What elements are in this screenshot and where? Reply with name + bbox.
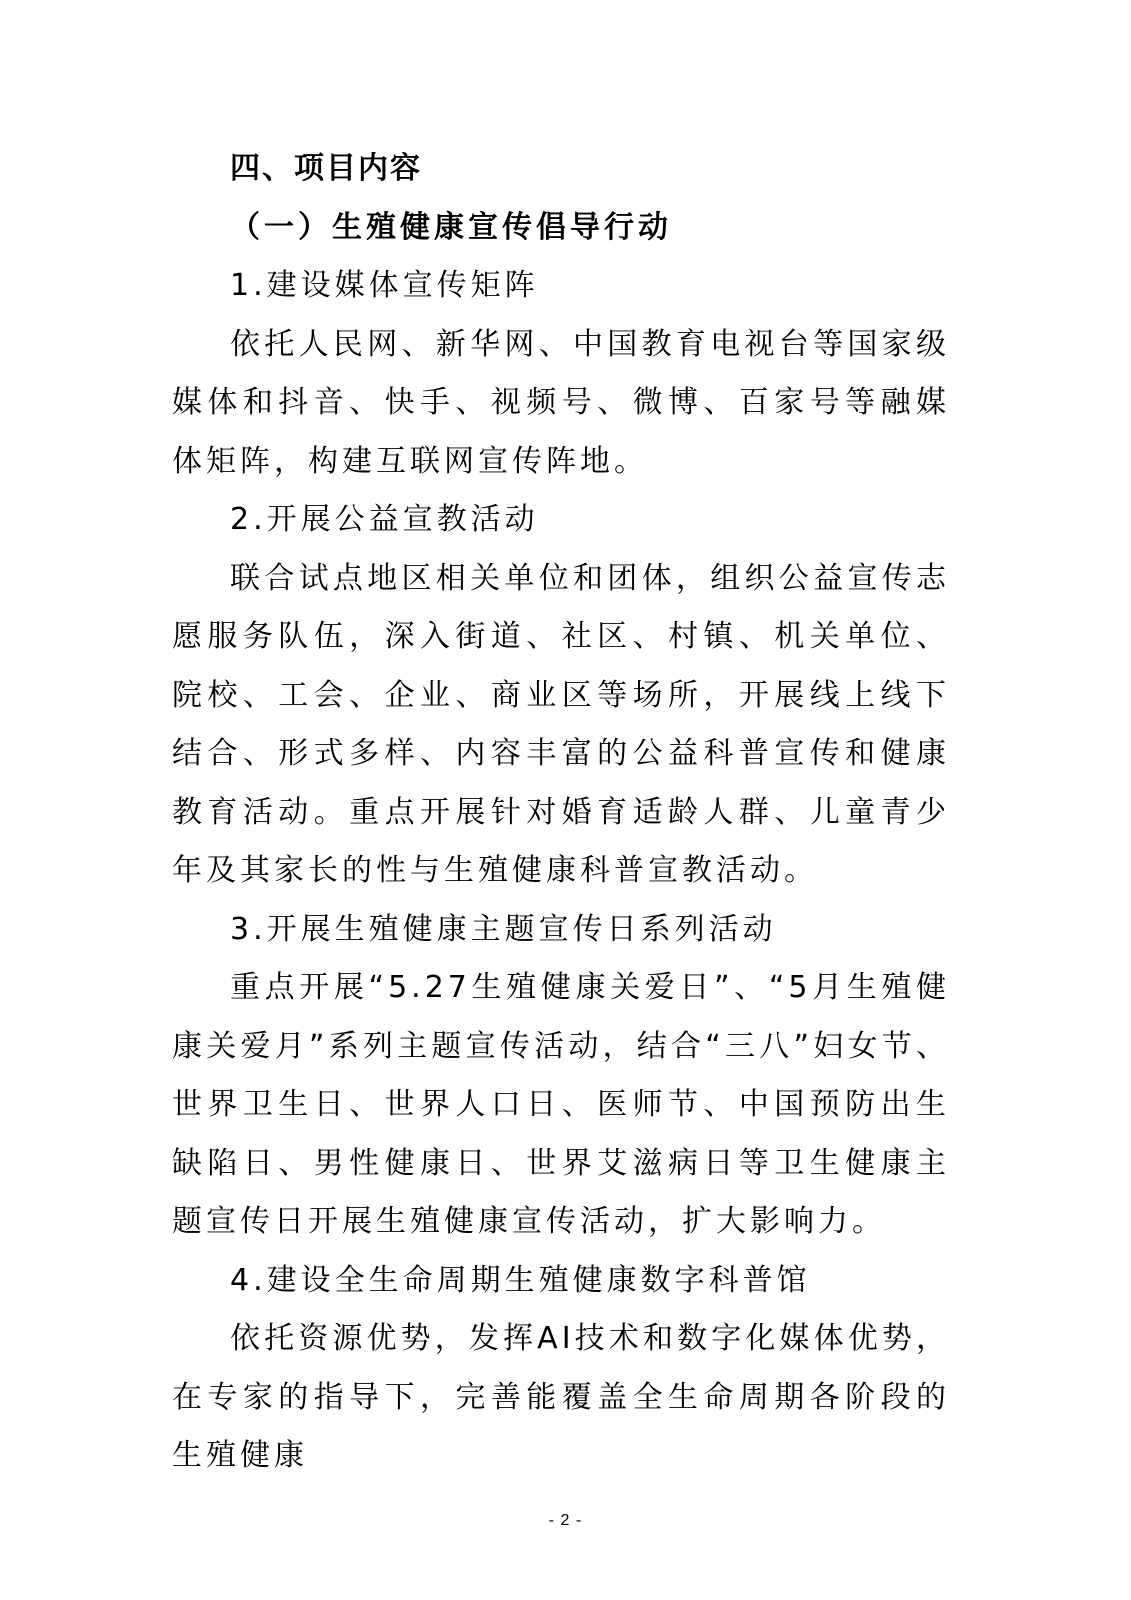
document-body xyxy=(172,140,950,1486)
subsection-heading: （一）生殖健康宣传倡导行动 xyxy=(230,209,672,245)
item-3-body: 重点开展“5.27生殖健康关爱日”、“5月生殖健康关爱月”系列主题宣传活动，结合“三八”妇女节、世界卫生日、世界人口日、医师节、中国预防出生缺陷日、男性健康日、世界艾滋病日等卫生健康主题宣传日开展生殖健康宣传活动，扩大影响力。 xyxy=(172,970,950,1239)
item-4-body: 依托资源优势，发挥AI技术和数字化媒体优势，在专家的指导下，完善能覆盖全生命周期各阶段的生殖健康 xyxy=(172,1321,950,1473)
item-1-body: 依托人民网、新华网、中国教育电视台等国家级媒体和抖音、快手、视频号、微博、百家号等融媒体矩阵，构建互联网宣传阵地。 xyxy=(172,326,950,479)
item-2-title: 2.开展公益宣教活动 xyxy=(230,502,539,537)
item-2-body: 联合试点地区相关单位和团体，组织公益宣传志愿服务队伍，深入街道、社区、村镇、机关单位、院校、工会、企业、商业区等场所，开展线上线下结合、形式多样、内容丰富的公益科普宣传和健康教育活动。重点开展针对婚育适龄人群、儿童青少年及其家长的性与生殖健康科普宣教活动。 xyxy=(172,560,950,888)
page-number: - 2 - xyxy=(548,1512,583,1529)
section-heading: 四、项目内容 xyxy=(230,151,422,186)
item-4-title: 4.建设全生命周期生殖健康数字科普馆 xyxy=(230,1262,811,1298)
item-3-title: 3.开展生殖健康主题宣传日系列活动 xyxy=(230,911,777,947)
item-1-title: 1.建设媒体宣传矩阵 xyxy=(230,268,539,303)
